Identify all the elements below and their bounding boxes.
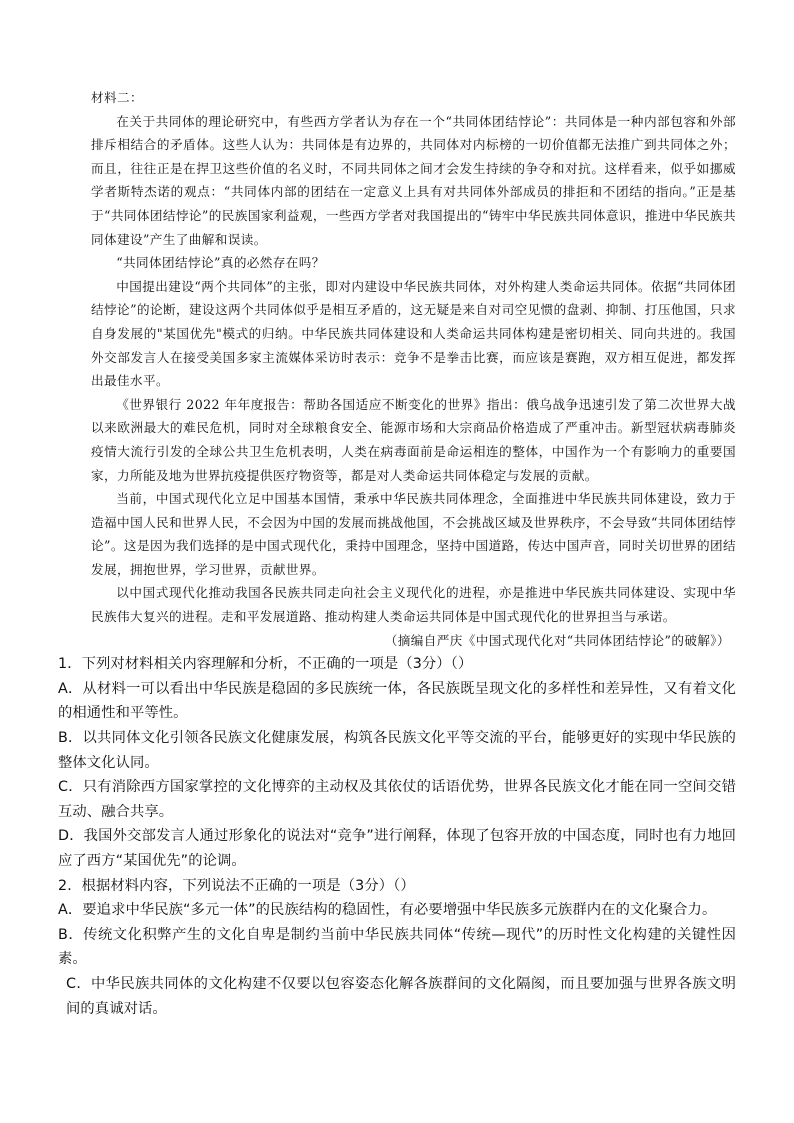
option-c: C．中华民族共同体的文化构建不仅要以包容姿态化解各族群间的文化隔阂，而且要加强与世界各族文明间的真诚对话。 xyxy=(66,975,736,1017)
option-b: B．以共同体文化引领各民族文化健康发展，构筑各民族文化平等交流的平台，能够更好的实现中华民族的整体文化认同。 xyxy=(58,730,736,771)
question-stem: 1．下列对材料相关内容理解和分析，不正确的一项是（3分）（） xyxy=(58,656,473,673)
material-paragraph: 《世界银行 2022 年年度报告：帮助各国适应不断变化的世界》指出：俄乌战争迅速引发了第二次世界大战以来欧洲最大的难民危机，同时对全球粮食安全、能源市场和大宗商品价格造成了严重冲击。新型冠状病毒肺炎疫情大流行引发的全球公共卫生危机表明，人类在病毒面前是命运相连的整体，中国作为一个有影响力的重要国家，力所能及地为世界抗疫提供医疗物资等，都是对人类命运共同体稳定与发展的贡献。 xyxy=(91,396,736,483)
option-a: A．要追求中华民族“多元一体”的民族结构的稳固性，有必要增强中华民族多元族群内在的文化聚合力。 xyxy=(58,902,717,919)
material-two xyxy=(91,86,736,652)
option-c: C．只有消除西方国家掌控的文化博弈的主动权及其依仗的话语优势，世界各民族文化才能在同一空间交错互动、融合共享。 xyxy=(58,779,736,820)
material-paragraph: “共同体团结悖论”真的必然存在吗？ xyxy=(116,255,325,271)
material-paragraph: 当前，中国式现代化立足中国基本国情，秉承中华民族共同体理念，全面推进中华民族共同体建设，致力于造福中国人民和世界人民，不会因为中国的发展而挑战他国，不会挑战区域及世界秩序，不会导致“共同体团结悖论”。这是因为我们选择的是中国式现代化，秉持中国理念，坚持中国道路，传达中国声音，同时关切世界的团结发展，拥抱世界，学习世界，贡献世界。 xyxy=(91,491,736,577)
material-paragraph: 以中国式现代化推动我国各民族共同走向社会主义现代化的进程，亦是推进中华民族共同体建设、实现中华民族伟大复兴的进程。走和平发展道路、推动构建人类命运共同体是中国式现代化的世界担当与承诺。 xyxy=(91,585,736,625)
material-paragraph: 在关于共同体的理论研究中，有些西方学者认为存在一个“共同体团结悖论”：共同体是一种内部包容和外部排斥相结合的矛盾体。这些人认为：共同体是有边界的，共同体对内标榜的一切价值都无法推广到共同体之外；而且，往往正是在捍卫这些价值的名义时，不同共同体之间才会发生持续的争夺和对抗。这样看来，似乎如挪威学者斯特杰诺的观点：“共同体内部的团结在一定意义上具有对共同体外部成员的排拒和不团结的指向。”正是基于“共同体团结悖论”的民族国家利益观，一些西方学者对我国提出的“铸牢中华民族共同体意识，推进中华民族共同体建设”产生了曲解和误读。 xyxy=(91,113,736,247)
question-list xyxy=(58,652,736,1021)
option-b: B．传统文化积弊产生的文化自卑是制约当前中华民族共同体“传统—现代”的历时性文化构建的关键性因素。 xyxy=(58,926,736,968)
material-label: 材料二： xyxy=(91,90,143,105)
question-stem: 2．根据材料内容，下列说法不正确的一项是（3分）（） xyxy=(58,877,415,894)
material-paragraph: 中国提出建设“两个共同体”的主张，即对内建设中华民族共同体，对外构建人类命运共同体。依据“共同体团结悖论”的论断，建设这两个共同体似乎是相互矛盾的，这无疑是来自对司空见惯的盘剥、抑制、打压他国，只求自身发展的"某国优先"模式的归纳。中华民族共同体建设和人类命运共同体构建是密切相关、同向共进的。我国外交部发言人在接受美国多家主流媒体采访时表示：竞争不是拳击比赛，而应该是赛跑，双方相互促进，都发挥出最佳水平。 xyxy=(91,278,736,389)
option-a: A．从材料一可以看出中华民族是稳固的多民族统一体，各民族既呈现文化的多样性和差异性，又有着文化的相通性和平等性。 xyxy=(58,680,736,722)
material-source: （摘编自严庆《中国式现代化对“共同体团结悖论”的破解》） xyxy=(384,632,730,648)
option-d: D．我国外交部发言人通过形象化的说法对“竞争”进行阐释，体现了包容开放的中国态度，同时也有力地回应了西方“某国优先”的论调。 xyxy=(58,828,736,869)
